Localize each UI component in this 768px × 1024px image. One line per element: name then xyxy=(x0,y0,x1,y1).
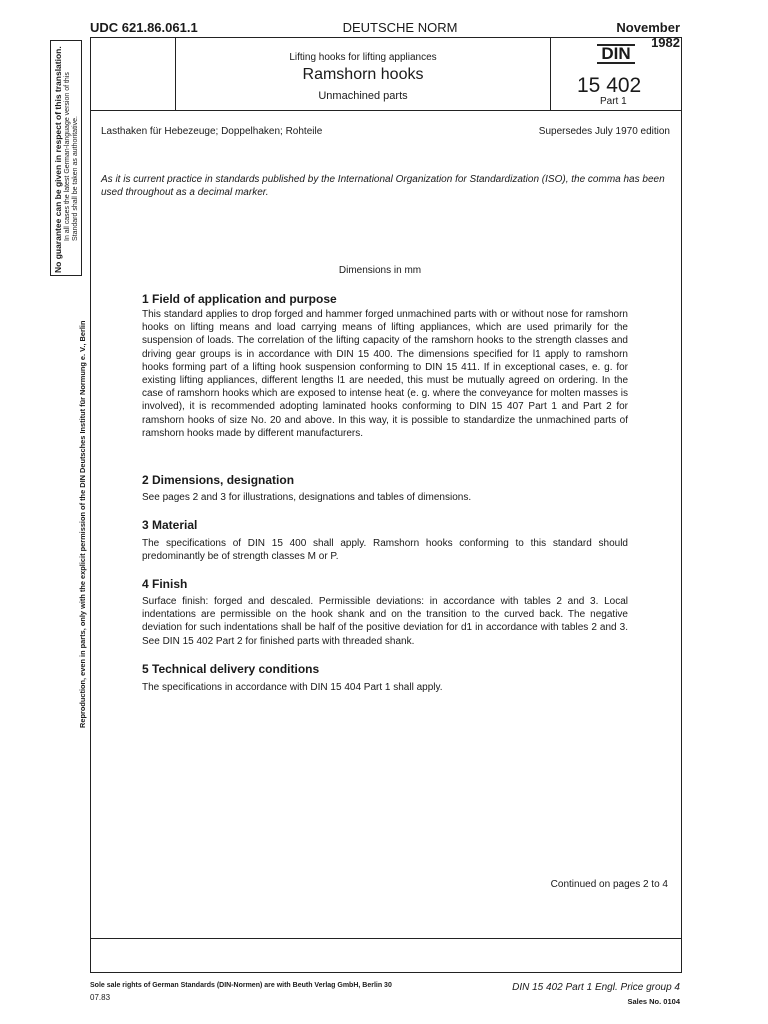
reproduction-note: Reproduction, even in parts, only with the explicit permission of the DIN Deutsches Institut für Normung e. V., Berlin xyxy=(78,320,87,728)
document-subtitle-2: Unmachined parts xyxy=(318,90,408,102)
title-divider-right xyxy=(550,37,551,111)
section-4-heading: 4 Finish xyxy=(142,577,188,591)
document-subtitle: Lifting hooks for lifting appliances xyxy=(289,52,437,63)
section-2-text: See pages 2 and 3 for illustrations, designations and tables of dimensions. xyxy=(142,492,472,503)
section-1-heading: 1 Field of application and purpose xyxy=(142,292,337,306)
din-number: 15 402 xyxy=(577,74,642,97)
din-logo: DIN xyxy=(597,44,635,64)
section-3-heading: 3 Material xyxy=(142,518,198,532)
iso-note: As it is current practice in standards published by the International Organization for Standardization (ISO), the comma has been used throughout as a decimal marker. xyxy=(101,174,665,199)
rights-note: Sole sale rights of German Standards (DIN-Normen) are with Beuth Verlag GmbH, Berlin 30 xyxy=(90,982,392,989)
section-5-heading: 5 Technical delivery conditions xyxy=(142,662,320,676)
translation-warning-box xyxy=(50,40,82,276)
section-4-text: Surface finish: forged and descaled. Permissible deviations: in accordance with tables 2 and 3. Local indentations are permissible on the hook shank and on the transition to the curved back. The negative deviation for such indentations shall be half of the positive deviation for d1 in accordance with tables 2 and 3. See DIN 15 402 Part 2 for finished parts with threaded shank. xyxy=(142,596,628,647)
section-5-text: The specifications in accordance with DIN 15 404 Part 1 shall apply. xyxy=(142,682,443,693)
print-code: 07.83 xyxy=(90,993,111,1002)
warning-line-3: Standard shall be taken as authoritative. xyxy=(72,116,79,241)
section-2-heading: 2 Dimensions, designation xyxy=(142,473,295,487)
supersedes-note: Supersedes July 1970 edition xyxy=(538,126,670,137)
warning-line-2: In all cases the latest German-language version of this xyxy=(64,72,71,241)
udc-code: UDC 621.86.061.1 xyxy=(90,20,198,35)
footer-rule xyxy=(90,938,682,939)
document-reference: DIN 15 402 Part 1 Engl. Price group 4 xyxy=(512,982,680,993)
dimensions-note: Dimensions in mm xyxy=(338,265,422,276)
document-title: Ramshorn hooks xyxy=(302,66,424,83)
warning-line-1: No guarantee can be given in respect of this translation. xyxy=(53,46,63,273)
section-1-text: This standard applies to drop forged and hammer forged unmachined parts with or without nose for ramshorn hooks on lifting means and load carrying means of lifting appliances, which are used primarily for the suspension of loads. The correlation of the lifting capacity of the ramshorn hooks to the strength classes and driving gear groups is in accordance with DIN 15 400. The dimensions specified for l1 apply to ramshorn hooks forming part of a lifting hook suspension conforming to DIN 15 411. If in exceptional cases, e. g. for existing lifting appliances, different lengths l1 are needed, this must be mutually agreed on ordering. In the case of ramshorn hooks which are exposed to intense heat (e. g. where the conveyance for molten masses is involved), it is recommended adopting laminated hooks conforming to DIN 15 407 Part 1 and Part 2 for ramshorn hooks of size No. 20 and above. In this way, it is possible to standardize the unmachined parts of ramshorn hooks made by different manufacturers. xyxy=(142,309,628,439)
issue-date: November 1982 xyxy=(616,20,680,50)
part-label: Part 1 xyxy=(600,96,627,107)
norm-title: DEUTSCHE NORM xyxy=(342,20,458,35)
german-title: Lasthaken für Hebezeuge; Doppelhaken; Rohteile xyxy=(101,126,323,137)
continued-note: Continued on pages 2 to 4 xyxy=(550,879,668,890)
title-bottom-rule xyxy=(90,110,682,111)
sales-number: Sales No. 0104 xyxy=(627,997,680,1006)
section-3-text: The specifications of DIN 15 400 shall apply. Ramshorn hooks conforming to this standard should predominantly be of strength classes M or P. xyxy=(142,538,628,563)
